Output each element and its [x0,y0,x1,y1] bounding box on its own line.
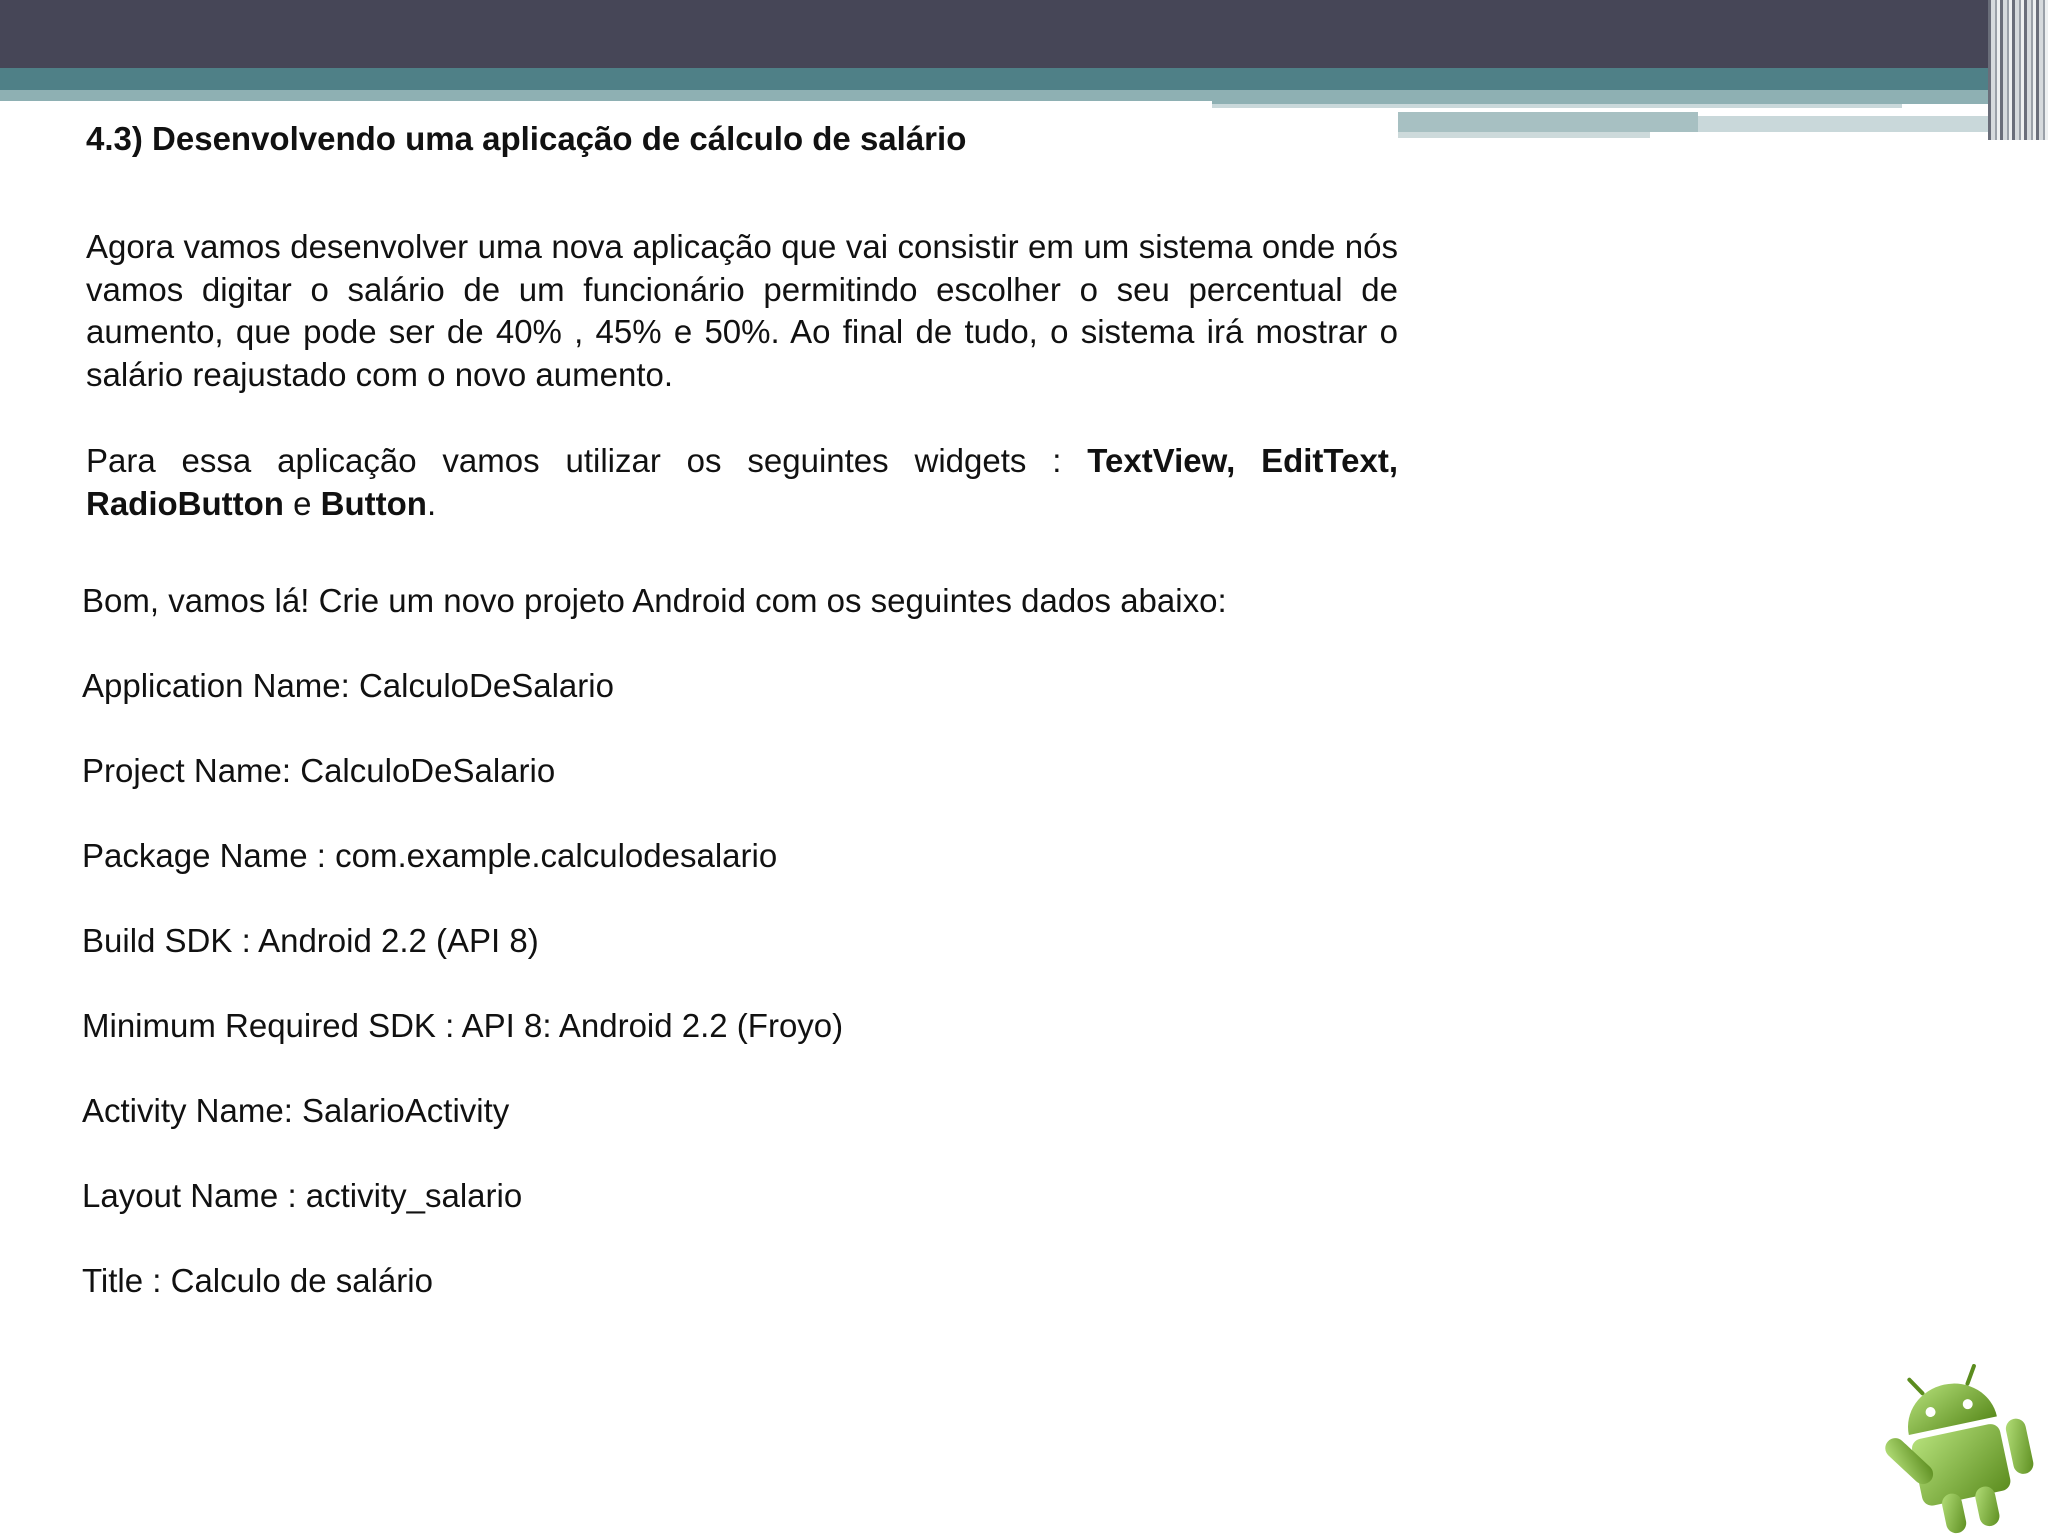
project-intro-line: Bom, vamos lá! Crie um novo projeto Android com os seguintes dados abaixo: [82,582,1227,619]
list-item: Package Name : com.example.calculodesalario [82,837,778,874]
widgets-paragraph [86,440,1398,525]
list-item: Application Name: CalculoDeSalario [82,667,614,704]
header-accent-bar [1398,112,1698,132]
list-item: Project Name: CalculoDeSalario [82,752,556,789]
widgets-connector: e [283,484,321,522]
header-accent-bar [0,90,1212,101]
android-robot-icon [1874,1364,2048,1536]
header-accent-line [1212,104,1902,108]
list-item: Activity Name: SalarioActivity [82,1092,510,1129]
header-accent-line [1398,132,1650,138]
header-teal-band [0,68,2048,90]
list-item: Layout Name : activity_salario [82,1177,523,1214]
header-accent-bar [1698,116,1998,132]
header-edge-stripes [1988,0,2048,140]
list-item: Title : Calculo de salário [82,1262,433,1299]
list-item: Build SDK : Android 2.2 (API 8) [82,922,539,959]
list-item: Minimum Required SDK : API 8: Android 2.2 (Froyo) [82,1007,844,1044]
project-settings-list [82,580,1227,1345]
widgets-last-name: Button [320,484,427,522]
widgets-lead-text: Para essa aplicação vamos utilizar os seguintes widgets : [86,442,1088,479]
header-dark-band [0,0,2048,68]
widgets-names: TextView, EditText, RadioButton [86,442,1398,522]
widgets-end: . [426,484,437,522]
intro-paragraph: Agora vamos desenvolver uma nova aplicação que vai consistir em um sistema onde nós vamos digitar o salário de um funcionário permitindo escolher o seu percentual de aumento, que pode ser de 40% , 45% e 50%. Ao final de tudo, o sistema irá mostrar o salário reajustado com o novo aumento. [86,228,1398,393]
section-heading: 4.3) Desenvolvendo uma aplicação de cálculo de salário [86,120,967,157]
header-accent-bar [1212,90,1992,104]
